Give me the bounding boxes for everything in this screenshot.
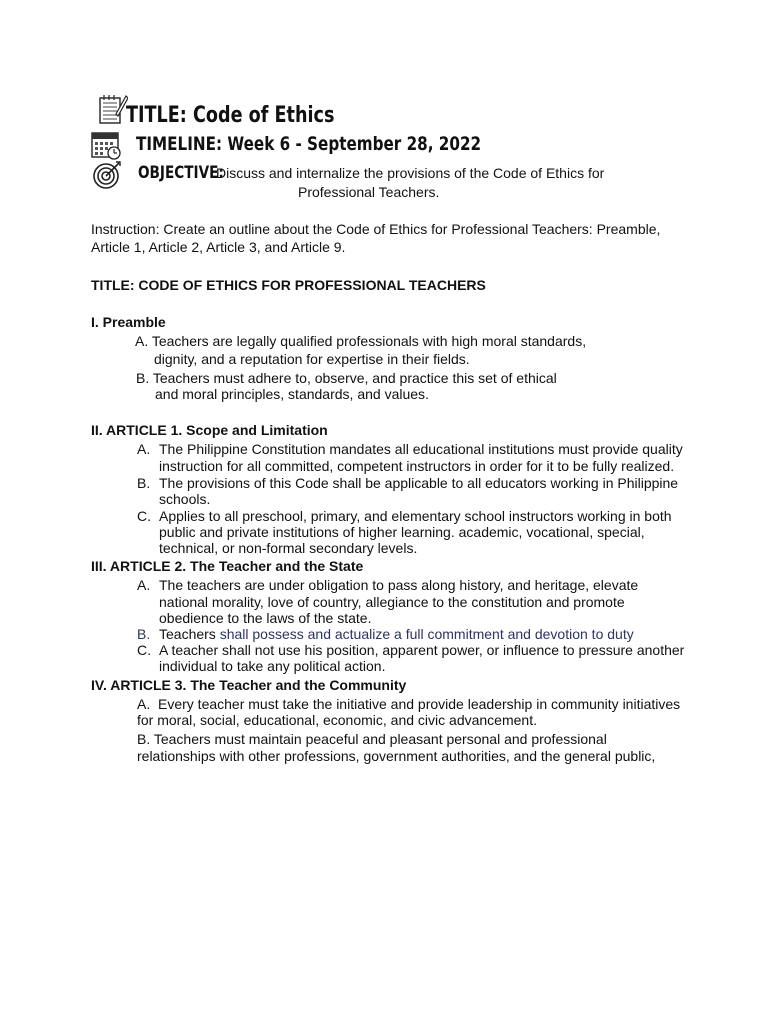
article-1-item-a-continued: instruction for all committed, competent instructors in order for it to be fully realized. xyxy=(159,458,675,474)
article-2-item-a-continued: national morality, love of country, allegiance to the constitution and promote xyxy=(159,594,625,610)
article-1-item-c-continued: public and private institutions of higher learning. academic, vocational, special, xyxy=(159,524,645,540)
article-2-item-b xyxy=(159,626,634,643)
article-1-item-a-letter: A. xyxy=(137,441,151,457)
article-2-item-a-continued-2: obedience to the laws of the state. xyxy=(159,610,372,626)
preamble-item-b-continued: and moral principles, standards, and values. xyxy=(155,386,429,402)
timeline-heading: TIMELINE: Week 6 - September 28, 2022 xyxy=(136,133,482,155)
target-icon xyxy=(92,160,122,190)
instruction-text-continued: Article 1, Article 2, Article 3, and Article 9. xyxy=(91,239,346,255)
article-1-item-c: Applies to all preschool, primary, and elementary school instructors working in both xyxy=(159,508,672,524)
section-heading-article-1: II. ARTICLE 1. Scope and Limitation xyxy=(91,422,328,438)
article-2-item-b-text: shall possess and actualize a full commitment and devotion to duty xyxy=(219,626,634,642)
article-3-item-a-continued: for moral, social, educational, economic, and civic advancement. xyxy=(137,712,537,728)
instruction-text: Instruction: Create an outline about the Code of Ethics for Professional Teachers: Preamble, xyxy=(91,221,661,237)
page-title: TITLE: Code of Ethics xyxy=(126,103,335,128)
article-2-item-b-letter: B. xyxy=(137,626,151,642)
article-3-item-b: B. Teachers must maintain peaceful and pleasant personal and professional xyxy=(137,731,607,747)
section-heading-preamble: I. Preamble xyxy=(91,314,166,330)
article-1-item-b: The provisions of this Code shall be applicable to all educators working in Philippine xyxy=(159,475,679,491)
article-1-item-c-continued-2: technical, or non-formal secondary levels. xyxy=(159,540,418,556)
objective-text: Discuss and internalize the provisions of the Code of Ethics for xyxy=(216,165,605,181)
article-1-item-a: The Philippine Constitution mandates all educational institutions must provide quality xyxy=(159,441,683,457)
section-heading-article-3: IV. ARTICLE 3. The Teacher and the Community xyxy=(91,677,407,693)
objective-text-continued: Professional Teachers. xyxy=(298,184,440,200)
objective-label: OBJECTIVE: xyxy=(138,163,224,183)
section-heading-article-2: III. ARTICLE 2. The Teacher and the State xyxy=(91,558,364,574)
article-2-item-a-letter: A. xyxy=(137,577,151,593)
article-2-item-a: The teachers are under obligation to pass along history, and heritage, elevate xyxy=(159,577,639,593)
calendar-icon xyxy=(90,130,122,160)
preamble-item-b: B. Teachers must adhere to, observe, and practice this set of ethical xyxy=(136,370,557,386)
article-3-item-b-continued: relationships with other professions, government authorities, and the general public, xyxy=(137,748,656,764)
notepad-icon xyxy=(98,92,128,126)
article-2-item-b-subject: Teachers xyxy=(159,626,216,642)
preamble-item-a: A. Teachers are legally qualified professionals with high moral standards, xyxy=(135,333,587,349)
article-3-item-a: A. Every teacher must take the initiative and provide leadership in community initiatives xyxy=(137,696,681,712)
article-1-item-c-letter: C. xyxy=(137,508,151,524)
document-title: TITLE: CODE OF ETHICS FOR PROFESSIONAL TEACHERS xyxy=(91,277,486,293)
article-2-item-c-letter: C. xyxy=(137,642,151,658)
article-1-item-b-letter: B. xyxy=(137,475,151,491)
article-2-item-c: A teacher shall not use his position, apparent power, or influence to pressure another xyxy=(159,642,685,658)
article-2-item-c-continued: individual to take any political action. xyxy=(159,658,386,674)
preamble-item-a-continued: dignity, and a reputation for expertise in their fields. xyxy=(154,351,470,367)
article-1-item-b-continued: schools. xyxy=(159,491,211,507)
